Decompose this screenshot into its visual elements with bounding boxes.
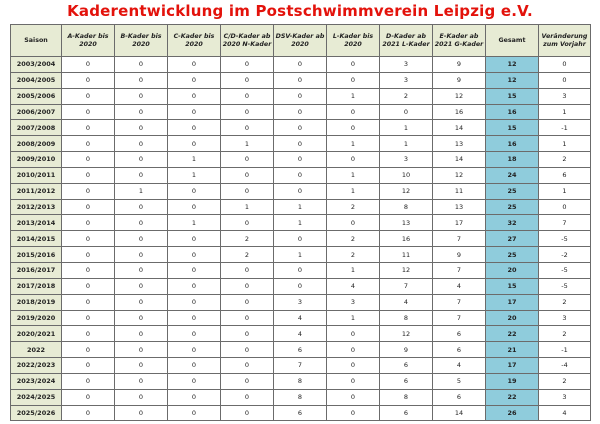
cell-d-kader: 3: [380, 152, 433, 168]
table-row: [11, 199, 591, 215]
cell-l-kader: 1: [327, 88, 380, 104]
table-row: [11, 120, 591, 136]
cell-dsv-kader: 0: [274, 57, 327, 73]
cell-d-kader: 6: [380, 358, 433, 374]
cell-veraenderung: -5: [539, 262, 591, 278]
cell-c-kader: 0: [168, 57, 221, 73]
cell-l-kader: 4: [327, 278, 380, 294]
cell-dsv-kader: 7: [274, 358, 327, 374]
cell-e-kader: 6: [433, 326, 486, 342]
cell-dsv-kader: 1: [274, 247, 327, 263]
cell-saison: 2007/2008: [11, 120, 62, 136]
cell-cd-kader: 0: [221, 183, 274, 199]
cell-saison: 2022: [11, 342, 62, 358]
table-row: [11, 136, 591, 152]
cell-b-kader: 0: [115, 278, 168, 294]
cell-d-kader: 3: [380, 72, 433, 88]
cell-cd-kader: 0: [221, 326, 274, 342]
header-row: [11, 25, 591, 57]
cell-gesamt: 18: [486, 152, 539, 168]
cell-e-kader: 13: [433, 199, 486, 215]
cell-d-kader: 1: [380, 120, 433, 136]
cell-veraenderung: 6: [539, 167, 591, 183]
cell-gesamt: 16: [486, 104, 539, 120]
cell-b-kader: 0: [115, 262, 168, 278]
cell-e-kader: 13: [433, 136, 486, 152]
cell-e-kader: 7: [433, 294, 486, 310]
cell-l-kader: 0: [327, 342, 380, 358]
cell-cd-kader: 0: [221, 120, 274, 136]
cell-veraenderung: -4: [539, 358, 591, 374]
cell-c-kader: 0: [168, 342, 221, 358]
cell-a-kader: 0: [62, 152, 115, 168]
cell-l-kader: 1: [327, 310, 380, 326]
cell-dsv-kader: 0: [274, 120, 327, 136]
cell-saison: 2013/2014: [11, 215, 62, 231]
cell-l-kader: 0: [327, 152, 380, 168]
cell-gesamt: 20: [486, 310, 539, 326]
cell-a-kader: 0: [62, 88, 115, 104]
cell-a-kader: 0: [62, 358, 115, 374]
cell-dsv-kader: 0: [274, 231, 327, 247]
cell-d-kader: 7: [380, 278, 433, 294]
cell-a-kader: 0: [62, 278, 115, 294]
cell-veraenderung: -5: [539, 278, 591, 294]
cell-b-kader: 0: [115, 72, 168, 88]
cell-veraenderung: 0: [539, 72, 591, 88]
cell-e-kader: 6: [433, 389, 486, 405]
cell-saison: 2005/2006: [11, 88, 62, 104]
cell-e-kader: 9: [433, 57, 486, 73]
cell-l-kader: 0: [327, 57, 380, 73]
table-row: [11, 389, 591, 405]
cell-e-kader: 17: [433, 215, 486, 231]
cell-a-kader: 0: [62, 405, 115, 421]
cell-d-kader: 0: [380, 104, 433, 120]
cell-gesamt: 27: [486, 231, 539, 247]
table-row: [11, 72, 591, 88]
cell-veraenderung: 0: [539, 199, 591, 215]
cell-gesamt: 21: [486, 342, 539, 358]
cell-b-kader: 1: [115, 183, 168, 199]
cell-a-kader: 0: [62, 247, 115, 263]
cell-saison: 2004/2005: [11, 72, 62, 88]
table-row: [11, 278, 591, 294]
cell-veraenderung: 0: [539, 57, 591, 73]
cell-d-kader: 8: [380, 310, 433, 326]
header-l-kader: L-Kader bis 2020: [327, 25, 380, 57]
cell-a-kader: 0: [62, 120, 115, 136]
header-c-kader: C-Kader bis 2020: [168, 25, 221, 57]
table-row: [11, 183, 591, 199]
cell-cd-kader: 0: [221, 373, 274, 389]
cell-e-kader: 7: [433, 262, 486, 278]
cell-l-kader: 0: [327, 405, 380, 421]
table-row: [11, 294, 591, 310]
cell-d-kader: 8: [380, 389, 433, 405]
cell-c-kader: 0: [168, 405, 221, 421]
cell-d-kader: 6: [380, 373, 433, 389]
cell-gesamt: 16: [486, 136, 539, 152]
cell-e-kader: 7: [433, 310, 486, 326]
cell-c-kader: 0: [168, 88, 221, 104]
cell-d-kader: 16: [380, 231, 433, 247]
cell-a-kader: 0: [62, 57, 115, 73]
cell-dsv-kader: 8: [274, 373, 327, 389]
cell-cd-kader: 2: [221, 231, 274, 247]
cell-a-kader: 0: [62, 199, 115, 215]
cell-c-kader: 0: [168, 389, 221, 405]
header-dsv-kader: DSV-Kader ab 2020: [274, 25, 327, 57]
cell-e-kader: 9: [433, 72, 486, 88]
cell-d-kader: 8: [380, 199, 433, 215]
cell-gesamt: 17: [486, 358, 539, 374]
cell-e-kader: 7: [433, 231, 486, 247]
cell-c-kader: 0: [168, 199, 221, 215]
cell-veraenderung: 7: [539, 215, 591, 231]
cell-dsv-kader: 8: [274, 389, 327, 405]
cell-saison: 2009/2010: [11, 152, 62, 168]
cell-saison: 2023/2024: [11, 373, 62, 389]
cell-dsv-kader: 4: [274, 326, 327, 342]
cell-cd-kader: 0: [221, 358, 274, 374]
cell-cd-kader: 0: [221, 278, 274, 294]
cell-a-kader: 0: [62, 326, 115, 342]
cell-l-kader: 0: [327, 104, 380, 120]
cell-cd-kader: 0: [221, 405, 274, 421]
cell-l-kader: 2: [327, 247, 380, 263]
cell-e-kader: 4: [433, 358, 486, 374]
cell-cd-kader: 0: [221, 88, 274, 104]
cell-saison: 2014/2015: [11, 231, 62, 247]
cell-c-kader: 1: [168, 152, 221, 168]
cell-saison: 2008/2009: [11, 136, 62, 152]
table-row: [11, 405, 591, 421]
cell-cd-kader: 0: [221, 104, 274, 120]
table-row: [11, 358, 591, 374]
table-row: [11, 104, 591, 120]
header-b-kader: B-Kader bis 2020: [115, 25, 168, 57]
cell-a-kader: 0: [62, 136, 115, 152]
cell-l-kader: 0: [327, 326, 380, 342]
cell-d-kader: 3: [380, 57, 433, 73]
cell-gesamt: 25: [486, 183, 539, 199]
cell-c-kader: 0: [168, 262, 221, 278]
cell-c-kader: 1: [168, 215, 221, 231]
cell-c-kader: 1: [168, 167, 221, 183]
cell-c-kader: 0: [168, 247, 221, 263]
cell-a-kader: 0: [62, 231, 115, 247]
cell-l-kader: 1: [327, 262, 380, 278]
cell-veraenderung: -1: [539, 342, 591, 358]
cell-d-kader: 12: [380, 183, 433, 199]
cell-saison: 2017/2018: [11, 278, 62, 294]
cell-a-kader: 0: [62, 294, 115, 310]
cell-veraenderung: -2: [539, 247, 591, 263]
cell-e-kader: 16: [433, 104, 486, 120]
cell-gesamt: 25: [486, 199, 539, 215]
cell-a-kader: 0: [62, 373, 115, 389]
cell-veraenderung: 3: [539, 88, 591, 104]
cell-l-kader: 0: [327, 72, 380, 88]
cell-veraenderung: 3: [539, 389, 591, 405]
cell-l-kader: 0: [327, 358, 380, 374]
cell-dsv-kader: 0: [274, 88, 327, 104]
cell-d-kader: 9: [380, 342, 433, 358]
cell-dsv-kader: 4: [274, 310, 327, 326]
cell-e-kader: 6: [433, 342, 486, 358]
cell-veraenderung: 1: [539, 136, 591, 152]
cell-veraenderung: 3: [539, 310, 591, 326]
cell-dsv-kader: 0: [274, 104, 327, 120]
cell-veraenderung: -5: [539, 231, 591, 247]
cell-gesamt: 15: [486, 120, 539, 136]
table-row: [11, 310, 591, 326]
cell-d-kader: 12: [380, 262, 433, 278]
cell-dsv-kader: 6: [274, 342, 327, 358]
cell-saison: 2022/2023: [11, 358, 62, 374]
cell-saison: 2003/2004: [11, 57, 62, 73]
table-row: [11, 373, 591, 389]
cell-saison: 2012/2013: [11, 199, 62, 215]
cell-saison: 2006/2007: [11, 104, 62, 120]
cell-veraenderung: 2: [539, 294, 591, 310]
cell-gesamt: 22: [486, 326, 539, 342]
cell-b-kader: 0: [115, 342, 168, 358]
cell-dsv-kader: 6: [274, 405, 327, 421]
cell-c-kader: 0: [168, 231, 221, 247]
cell-saison: 2016/2017: [11, 262, 62, 278]
cell-gesamt: 24: [486, 167, 539, 183]
cell-cd-kader: 0: [221, 167, 274, 183]
cell-c-kader: 0: [168, 136, 221, 152]
cell-c-kader: 0: [168, 120, 221, 136]
cell-saison: 2019/2020: [11, 310, 62, 326]
cell-c-kader: 0: [168, 373, 221, 389]
cell-e-kader: 14: [433, 405, 486, 421]
cell-a-kader: 0: [62, 183, 115, 199]
cell-d-kader: 2: [380, 88, 433, 104]
cell-dsv-kader: 0: [274, 136, 327, 152]
cell-a-kader: 0: [62, 310, 115, 326]
cell-l-kader: 1: [327, 136, 380, 152]
cell-cd-kader: 0: [221, 262, 274, 278]
cell-cd-kader: 0: [221, 342, 274, 358]
cell-b-kader: 0: [115, 389, 168, 405]
cell-l-kader: 2: [327, 199, 380, 215]
cell-veraenderung: 1: [539, 183, 591, 199]
cell-l-kader: 0: [327, 389, 380, 405]
cell-b-kader: 0: [115, 310, 168, 326]
cell-b-kader: 0: [115, 120, 168, 136]
cell-b-kader: 0: [115, 199, 168, 215]
cell-a-kader: 0: [62, 342, 115, 358]
cell-gesamt: 25: [486, 247, 539, 263]
cell-gesamt: 32: [486, 215, 539, 231]
cell-a-kader: 0: [62, 72, 115, 88]
kader-table: [10, 24, 591, 421]
cell-e-kader: 14: [433, 152, 486, 168]
cell-cd-kader: 0: [221, 57, 274, 73]
cell-a-kader: 0: [62, 389, 115, 405]
cell-c-kader: 0: [168, 72, 221, 88]
header-saison: Saison: [11, 25, 62, 57]
cell-c-kader: 0: [168, 278, 221, 294]
header-gesamt: Gesamt: [486, 25, 539, 57]
cell-cd-kader: 0: [221, 389, 274, 405]
cell-l-kader: 0: [327, 373, 380, 389]
cell-b-kader: 0: [115, 215, 168, 231]
cell-c-kader: 0: [168, 358, 221, 374]
cell-saison: 2010/2011: [11, 167, 62, 183]
cell-veraenderung: 1: [539, 104, 591, 120]
cell-c-kader: 0: [168, 326, 221, 342]
cell-gesamt: 12: [486, 57, 539, 73]
cell-e-kader: 12: [433, 167, 486, 183]
cell-b-kader: 0: [115, 104, 168, 120]
cell-saison: 2018/2019: [11, 294, 62, 310]
header-e-kader: E-Kader ab 2021 G-Kader: [433, 25, 486, 57]
cell-saison: 2015/2016: [11, 247, 62, 263]
cell-dsv-kader: 0: [274, 183, 327, 199]
cell-cd-kader: 0: [221, 152, 274, 168]
header-veraenderung: Veränderung zum Vorjahr: [539, 25, 591, 57]
cell-e-kader: 14: [433, 120, 486, 136]
cell-veraenderung: 4: [539, 405, 591, 421]
cell-d-kader: 6: [380, 405, 433, 421]
cell-l-kader: 0: [327, 215, 380, 231]
cell-saison: 2024/2025: [11, 389, 62, 405]
cell-gesamt: 15: [486, 88, 539, 104]
cell-b-kader: 0: [115, 136, 168, 152]
cell-veraenderung: -1: [539, 120, 591, 136]
table-row: [11, 167, 591, 183]
cell-l-kader: 1: [327, 183, 380, 199]
cell-e-kader: 9: [433, 247, 486, 263]
cell-d-kader: 10: [380, 167, 433, 183]
cell-dsv-kader: 3: [274, 294, 327, 310]
cell-l-kader: 0: [327, 120, 380, 136]
table-row: [11, 215, 591, 231]
cell-dsv-kader: 1: [274, 215, 327, 231]
cell-d-kader: 13: [380, 215, 433, 231]
cell-cd-kader: 2: [221, 247, 274, 263]
cell-cd-kader: 0: [221, 215, 274, 231]
cell-d-kader: 12: [380, 326, 433, 342]
table-row: [11, 342, 591, 358]
cell-b-kader: 0: [115, 405, 168, 421]
cell-e-kader: 11: [433, 183, 486, 199]
cell-dsv-kader: 0: [274, 152, 327, 168]
cell-cd-kader: 0: [221, 72, 274, 88]
cell-cd-kader: 0: [221, 310, 274, 326]
cell-b-kader: 0: [115, 231, 168, 247]
table-body: [11, 57, 591, 421]
cell-b-kader: 0: [115, 152, 168, 168]
cell-saison: 2011/2012: [11, 183, 62, 199]
table-row: [11, 88, 591, 104]
cell-b-kader: 0: [115, 247, 168, 263]
cell-b-kader: 0: [115, 373, 168, 389]
cell-b-kader: 0: [115, 57, 168, 73]
cell-gesamt: 20: [486, 262, 539, 278]
cell-saison: 2025/2026: [11, 405, 62, 421]
cell-b-kader: 0: [115, 88, 168, 104]
cell-dsv-kader: 1: [274, 199, 327, 215]
cell-c-kader: 0: [168, 294, 221, 310]
table-row: [11, 262, 591, 278]
header-cd-kader: C/D-Kader ab 2020 N-Kader: [221, 25, 274, 57]
cell-gesamt: 19: [486, 373, 539, 389]
cell-c-kader: 0: [168, 310, 221, 326]
cell-b-kader: 0: [115, 167, 168, 183]
cell-b-kader: 0: [115, 326, 168, 342]
cell-cd-kader: 0: [221, 294, 274, 310]
cell-d-kader: 1: [380, 136, 433, 152]
cell-veraenderung: 2: [539, 326, 591, 342]
cell-b-kader: 0: [115, 358, 168, 374]
table-row: [11, 247, 591, 263]
cell-d-kader: 4: [380, 294, 433, 310]
cell-cd-kader: 1: [221, 199, 274, 215]
cell-dsv-kader: 0: [274, 72, 327, 88]
cell-dsv-kader: 0: [274, 262, 327, 278]
cell-d-kader: 11: [380, 247, 433, 263]
cell-l-kader: 3: [327, 294, 380, 310]
table-row: [11, 231, 591, 247]
cell-veraenderung: 2: [539, 373, 591, 389]
page-title: Kaderentwicklung im Postschwimmverein Leipzig e.V.: [67, 2, 533, 20]
cell-l-kader: 1: [327, 167, 380, 183]
cell-dsv-kader: 0: [274, 278, 327, 294]
cell-l-kader: 2: [327, 231, 380, 247]
cell-gesamt: 17: [486, 294, 539, 310]
cell-a-kader: 0: [62, 215, 115, 231]
table-row: [11, 326, 591, 342]
cell-saison: 2020/2021: [11, 326, 62, 342]
cell-gesamt: 22: [486, 389, 539, 405]
cell-e-kader: 5: [433, 373, 486, 389]
cell-c-kader: 0: [168, 104, 221, 120]
cell-e-kader: 12: [433, 88, 486, 104]
cell-a-kader: 0: [62, 104, 115, 120]
cell-cd-kader: 1: [221, 136, 274, 152]
cell-veraenderung: 2: [539, 152, 591, 168]
cell-gesamt: 12: [486, 72, 539, 88]
cell-a-kader: 0: [62, 262, 115, 278]
table-row: [11, 57, 591, 73]
cell-gesamt: 26: [486, 405, 539, 421]
cell-e-kader: 4: [433, 278, 486, 294]
cell-b-kader: 0: [115, 294, 168, 310]
cell-gesamt: 15: [486, 278, 539, 294]
cell-c-kader: 0: [168, 183, 221, 199]
cell-a-kader: 0: [62, 167, 115, 183]
cell-dsv-kader: 0: [274, 167, 327, 183]
header-a-kader: A-Kader bis 2020: [62, 25, 115, 57]
table-row: [11, 152, 591, 168]
header-d-kader: D-Kader ab 2021 L-Kader: [380, 25, 433, 57]
